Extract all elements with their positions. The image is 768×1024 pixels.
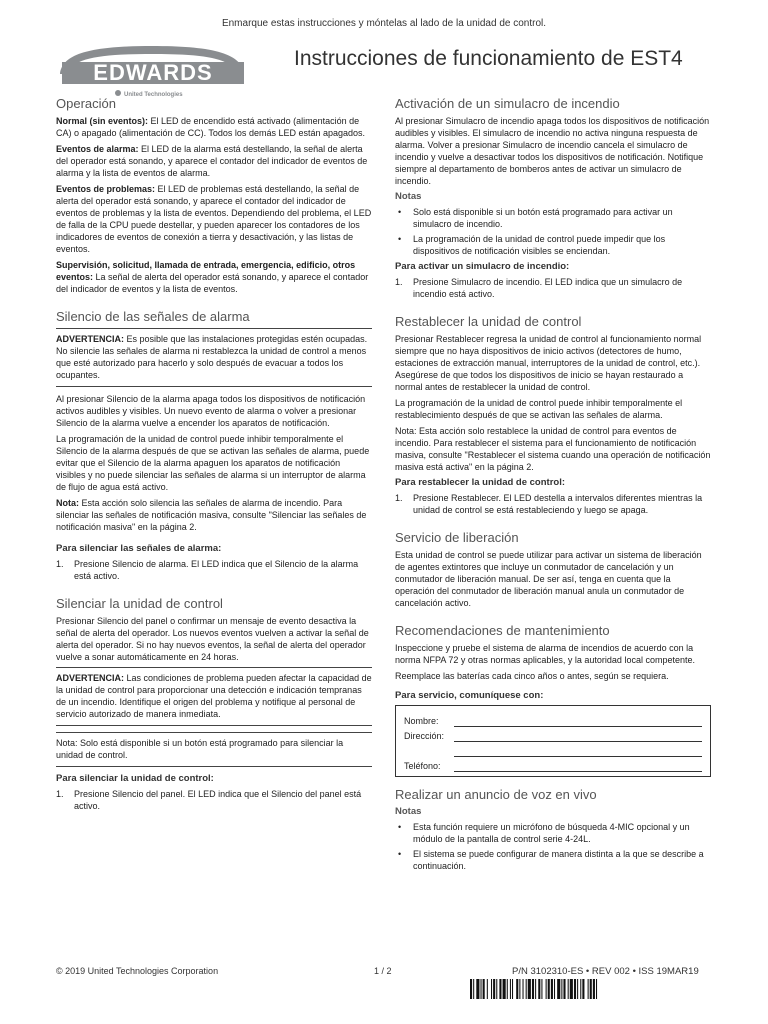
paragraph: Al presionar Simulacro de incendio apaga todos los dispositivos de notificación audibles y visibles. El simulacro de incendio no activa ninguna respuesta de alarma. Volver a presionar Simulacro de incendio cancela el simulacro de incendio y vuelve a desactivar todos los dispositivos de notificación. Notifique siempre al departamento de bomberos antes de activar un simulacro de incendio. (395, 116, 710, 186)
notes-heading: Notas (395, 191, 422, 202)
contact-address-line (454, 732, 702, 742)
section-heading: Silenciar la unidad de control (56, 596, 223, 611)
right-column (395, 96, 711, 876)
paragraph: Eventos de problemas: El LED de problemas está destellando, la señal de alerta del operador está sonando, y aparece el contador del indicador de eventos de problemas y la lista de eventos. Dependiendo del problema, el LED de falla de la CPU puede destellar, y pueden aparecer los contadores de los indicadores de eventos de conexión a tierra y desactivación, y las listas de eventos. (56, 184, 372, 254)
paragraph: Supervisión, solicitud, llamada de entrada, emergencia, edificio, otros eventos: La señal de alerta del operador está sonando, y aparece el contador del indicador de eventos y la lista de eventos. (56, 260, 369, 294)
section-heading: Silencio de las señales de alarma (56, 309, 250, 324)
section-silencio-alarma (56, 309, 372, 582)
contact-name-row (404, 712, 702, 727)
notes-list (395, 206, 711, 257)
section-silenciar-unidad (56, 596, 372, 812)
warning-box: ADVERTENCIA: Las condiciones de problema pueden afectar la capacidad de la unidad de control para proporcionar una detección e indicación tempranas de un incendio. Identifique el origen del problema y notifique al personal de servicio autorizado de manera inmediata. (56, 667, 372, 726)
procedure-steps (395, 276, 711, 300)
left-column (56, 96, 372, 816)
procedure-step: 1. Presione Silencio del panel. El LED indica que el Silencio del panel está activo. (56, 789, 362, 811)
procedure-steps (56, 558, 372, 582)
list-item: • El sistema se puede configurar de manera distinta a la que se describe a continuación. (395, 848, 711, 872)
paragraph: Presionar Silencio del panel o confirmar un mensaje de evento desactiva la señal de alerta del operador. Los nuevos eventos vuelven a activar la señal de alerta del operador. Si no hay nuevos eventos, la señal de alerta del operador vuelve a sonar automáticamente en 24 horas. (56, 616, 369, 662)
paragraph: Inspeccione y pruebe el sistema de alarma de incendios de acuerdo con la norma NFPA 72 y otras normas aplicables, y la autoridad local competente. (395, 643, 695, 665)
procedure-heading: Para restablecer la unidad de control: (395, 477, 565, 488)
paragraph: La programación de la unidad de control puede inhibir temporalmente el restablecimiento después de que se activan las señales de alarma. (395, 398, 683, 420)
note: Nota: Esta acción solo restablece la unidad de control para eventos de incendio. Para restablecer el sistema para el funcionamiento de notificación masiva, consulte "Restablecer el sistema cuando una operación de notificación masiva está activa" en la página 2. (395, 426, 711, 472)
procedure-steps (395, 492, 711, 516)
svg-text:United Technologies: United Technologies (124, 92, 183, 98)
paragraph: Reemplace las baterías cada cinco años o antes, según se requiera. (395, 671, 669, 681)
contact-phone-label: Teléfono: (404, 761, 441, 771)
section-heading: Recomendaciones de mantenimiento (395, 623, 610, 638)
barcode-icon (470, 979, 712, 999)
contact-address-row-2 (404, 742, 702, 757)
procedure-steps (56, 788, 372, 812)
note: Nota: Esta acción solo silencia las señales de alarma de incendio. Para silenciar las señales de notificación masiva, consulte "Silenciar las señales de notificación masiva" en la página 2. (56, 498, 367, 532)
procedure-step: 1. Presione Restablecer. El LED destella a intervalos diferentes mientras la unidad de control se está restableciendo y luego se apaga. (395, 493, 703, 515)
paragraph: Al presionar Silencio de la alarma apaga todos los dispositivos de notificación activos audibles y visibles. Un nuevo evento de alarma o volver a presionar Silencio de la alarma vuelve a encender los aparatos de notificación. (56, 394, 366, 428)
section-heading: Realizar un anuncio de voz en vivo (395, 787, 597, 802)
note-box: Nota: Solo está disponible si un botón está programado para silenciar la unidad de control. (56, 732, 372, 767)
warning-box: ADVERTENCIA: Es posible que las instalaciones protegidas estén ocupadas. No silencie las señales de alarma ni restablezca la unidad de control a menos que esté autorizado para hacerlo y solo después de evacuar a todos los ocupantes. (56, 328, 372, 387)
paragraph: Presionar Restablecer regresa la unidad de control al funcionamiento normal siempre que no haya dispositivos de inicio activos (detectores de humo, estaciones de extracción manual, interruptores de la unidad de control, etc.). Asegúrese de que todos los dispositivos de inicio se hayan restaurado a normal antes de restablecer la unidad de control. (395, 334, 702, 392)
footer-page-number: 1 / 2 (374, 966, 392, 976)
section-operacion (56, 96, 372, 295)
contact-address-label: Dirección: (404, 731, 445, 741)
notes-list (395, 821, 711, 872)
section-liberacion (395, 530, 711, 609)
procedure-heading: Para silenciar la unidad de control: (56, 773, 214, 784)
contact-address-line-2 (454, 747, 702, 757)
contact-phone-row (404, 757, 702, 772)
contact-phone-line (454, 762, 702, 772)
paragraph: Normal (sin eventos): El LED de encendido está activado (alimentación de CA) o apagado (alimentación de CC). Todos los demás LED están apagados. (56, 116, 366, 138)
section-heading: Activación de un simulacro de incendio (395, 96, 620, 111)
paragraph: Esta unidad de control se puede utilizar para activar un sistema de liberación de agentes extintores que incluye un conmutador de cancelación y un conmutador de liberación manual. De ser así, tenga en cuenta que la operación del conmutador de liberación manual anula un conmutador de cancelación activo. (395, 550, 702, 608)
section-heading: Servicio de liberación (395, 530, 519, 545)
section-mantenimiento (395, 623, 711, 777)
document-title: Instrucciones de funcionamiento de EST4 (294, 47, 683, 70)
service-heading: Para servicio, comuníquese con: (395, 690, 544, 701)
top-instruction-note: Enmarque estas instrucciones y móntelas al lado de la unidad de control. (221, 18, 547, 29)
edwards-logo (56, 44, 248, 98)
procedure-heading: Para activar un simulacro de incendio: (395, 261, 570, 272)
procedure-heading: Para silenciar las señales de alarma: (56, 543, 222, 554)
notes-heading: Notas (395, 806, 422, 817)
service-contact-box (395, 705, 711, 777)
contact-name-line (454, 717, 702, 727)
footer-part-number: P/N 3102310-ES • REV 002 • ISS 19MAR19 (512, 966, 699, 977)
svg-text:EDWARDS: EDWARDS (93, 60, 213, 85)
section-heading: Restablecer la unidad de control (395, 314, 582, 329)
paragraph: La programación de la unidad de control puede inhibir temporalmente el Silencio de la alarma después de que se activan las señales de alarma, puede evitar que el Silencio de la alarma apaguen los aparatos de notificación visibles y no puede silenciar las señales de alarma si un interruptor de alarma de flujo de agua está activo. (56, 434, 370, 492)
procedure-step: 1. Presione Silencio de alarma. El LED indica que el Silencio de la alarma está activo. (56, 559, 359, 581)
list-item: • Solo está disponible si un botón está programado para activar un simulacro de incendio. (395, 206, 711, 230)
contact-address-row (404, 727, 702, 742)
section-heading: Operación (56, 96, 116, 111)
list-item: • La programación de la unidad de control puede impedir que los dispositivos de notificación visibles se enciendan. (395, 233, 711, 257)
paragraph: Eventos de alarma: El LED de la alarma está destellando, la señal de alerta del operador está sonando, y aparece el contador del indicador de eventos de alarma y la lista de eventos de alarma. (56, 144, 368, 178)
procedure-step: 1. Presione Simulacro de incendio. El LED indica que un simulacro de incendio está activo. (395, 277, 683, 299)
section-anuncio (395, 787, 711, 872)
section-restablecer (395, 314, 711, 516)
list-item: • Esta función requiere un micrófono de búsqueda 4-MIC opcional y un módulo de la pantalla de control serie 4-24L. (395, 821, 711, 845)
contact-name-label: Nombre: (404, 716, 439, 726)
section-simulacro (395, 96, 711, 300)
footer-copyright: © 2019 United Technologies Corporation (56, 966, 219, 976)
